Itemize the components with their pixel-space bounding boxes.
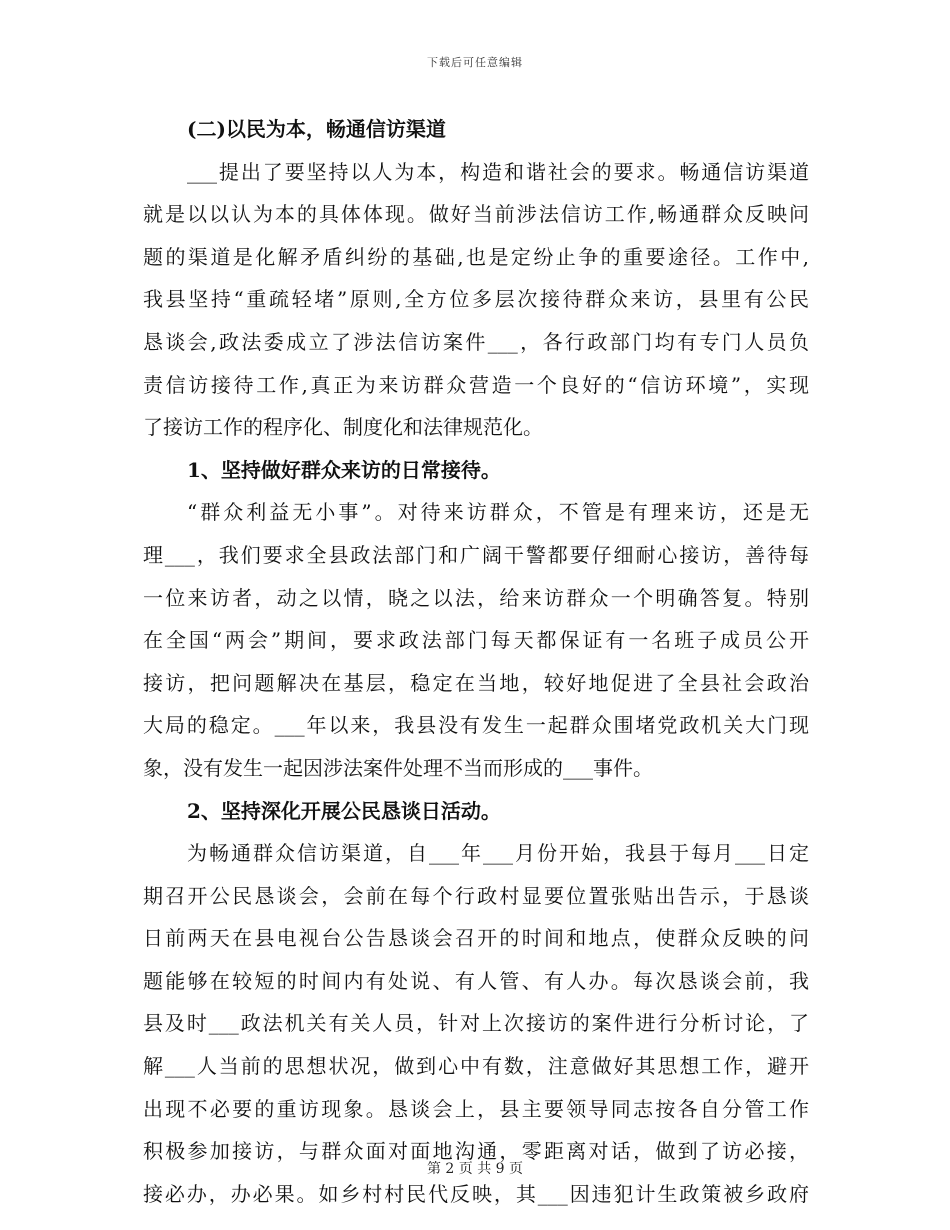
- paragraph-line: 我县坚持“重疏轻堵”原则,全方位多层次接待群众来访，县里有公民: [143, 287, 809, 312]
- paragraph-line: 题的渠道是化解矛盾纠纷的基础,也是定纷止争的重要途径。工作中,: [143, 244, 809, 269]
- paragraph-line: 理___，我们要求全县政法部门和广阔干警都要仔细耐心接访，善待每: [143, 542, 809, 567]
- paragraph-line: “群众利益无小事”。对待来访群众，不管是有理来访，还是无: [187, 500, 809, 525]
- paragraph-line: 接访，把问题解决在基层，稳定在当地，较好地促进了全县社会政治: [143, 670, 809, 695]
- paragraph-line: 了接访工作的程序化、制度化和法律规范化。: [143, 415, 543, 440]
- paragraph-line: 就是以以认为本的具体体现。做好当前涉法信访工作,畅通群众反映问: [143, 202, 809, 227]
- paragraph-line: 解___人当前的思想状况，做到心中有数，注意做好其思想工作，避开: [143, 1054, 809, 1079]
- paragraph-line: 接必办，办必果。如乡村村民代反映，其___因违犯计生政策被乡政府: [143, 1181, 809, 1206]
- paragraph-line: ___提出了要坚持以人为本，构造和谐社会的要求。畅通信访渠道: [187, 159, 809, 184]
- section-heading: (二)以民为本，畅通信访渠道: [187, 117, 446, 141]
- paragraph-line: 在全国“两会”期间，要求政法部门每天都保证有一名班子成员公开: [143, 628, 809, 653]
- paragraph-line: 出现不必要的重访现象。恳谈会上，县主要领导同志按各自分管工作: [143, 1096, 809, 1121]
- paragraph-line: 县及时___政法机关有关人员，针对上次接访的案件进行分析讨论，了: [143, 1011, 809, 1036]
- section-heading: 2、坚持深化开展公民恳谈日活动。: [187, 798, 501, 823]
- paragraph-line: 日前两天在县电视台公告恳谈会召开的时间和地点，使群众反映的问: [143, 926, 809, 951]
- page-number-footer: 第 2 页 共 9 页: [426, 1161, 524, 1177]
- paragraph-line: 责信访接待工作,真正为来访群众营造一个良好的“信访环境”，实现: [143, 372, 809, 397]
- paragraph-line: 为畅通群众信访渠道，自___年___月份开始，我县于每月___日定: [187, 841, 809, 866]
- paragraph-line: 大局的稳定。___年以来，我县没有发生一起群众围堵党政机关大门现: [143, 713, 809, 738]
- paragraph-line: 积极参加接访，与群众面对面地沟通，零距离对话，做到了访必接，: [143, 1139, 809, 1164]
- paragraph-line: 期召开公民恳谈会，会前在每个行政村显要位置张贴出告示，于恳谈: [143, 883, 809, 908]
- header-note: 下载后可任意编辑: [427, 56, 523, 69]
- paragraph-line: 题能够在较短的时间内有处说、有人管、有人办。每次恳谈会前，我: [143, 968, 809, 993]
- paragraph-line: 一位来访者，动之以情，晓之以法，给来访群众一个明确答复。特别: [143, 585, 809, 610]
- document-body: [143, 108, 809, 1215]
- paragraph-line: 恳谈会,政法委成立了涉法信访案件___，各行政部门均有专门人员负: [143, 329, 809, 354]
- paragraph-line: 象，没有发生一起因涉法案件处理不当而形成的___事件。: [143, 755, 653, 780]
- section-heading: 1、坚持做好群众来访的日常接待。: [187, 457, 501, 482]
